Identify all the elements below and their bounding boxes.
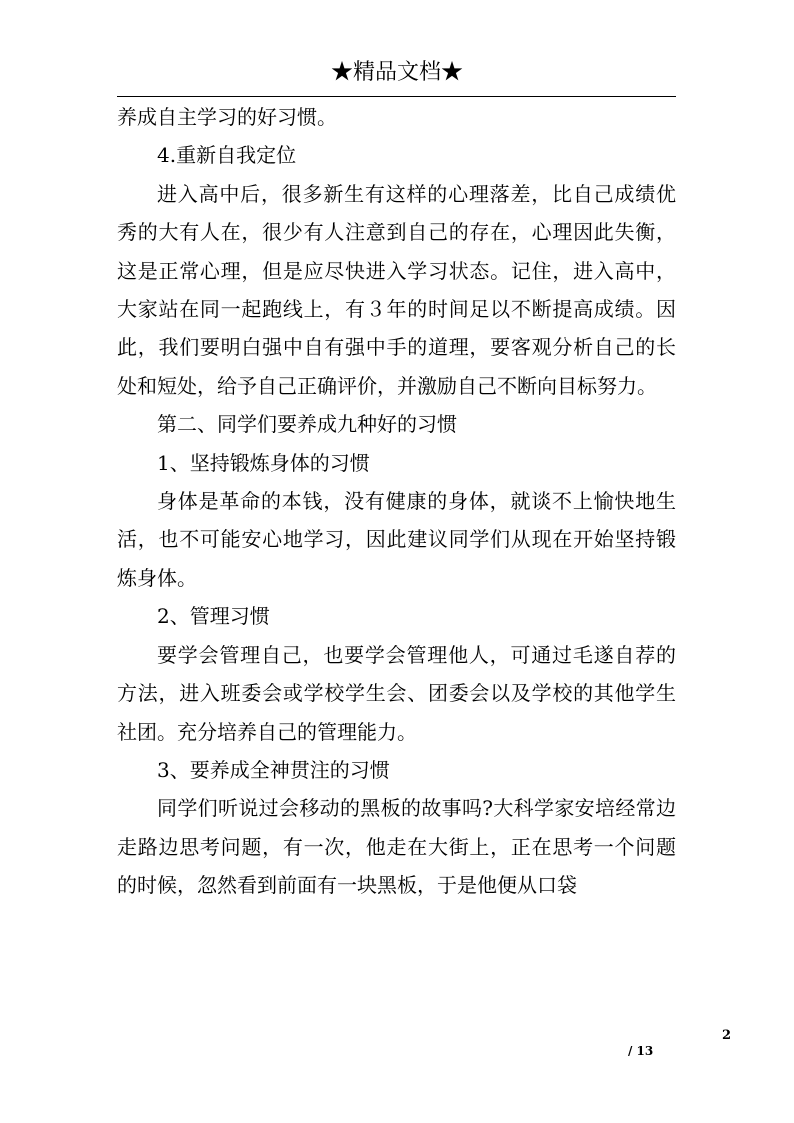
document-body — [117, 98, 676, 905]
section-heading: 第二、同学们要养成九种好的习惯 — [157, 412, 457, 437]
section-heading: 3、要养成全神贯注的习惯 — [157, 757, 390, 782]
page-number: 2 — [722, 1028, 732, 1043]
paragraph: 要学会管理自己，也要学会管理他人，可通过毛遂自荐的方法，进入班委会或学校学生会、团委会以及学校的其他学生社团。充分培养自己的管理能力。 — [117, 642, 676, 744]
header-divider — [117, 96, 676, 97]
paragraph: 同学们听说过会移动的黑板的故事吗?大科学家安培经常边走路边思考问题，有一次，他走在大街上，正在思考一个问题的时候，忽然看到前面有一块黑板，于是他便从口袋 — [117, 796, 676, 898]
document-header-title: ★精品文档★ — [330, 60, 463, 85]
section-heading: 2、管理习惯 — [157, 604, 270, 629]
page-total: / 13 — [628, 1044, 654, 1058]
paragraph: 身体是革命的本钱，没有健康的身体，就谈不上愉快地生活，也不可能安心地学习，因此建议同学们从现在开始坚持锻炼身体。 — [117, 489, 676, 590]
section-heading: 4.重新自我定位 — [157, 143, 297, 168]
paragraph: 进入高中后，很多新生有这样的心理落差，比自己成绩优秀的大有人在，很少有人注意到自己的存在，心理因此失衡，这是正常心理，但是应尽快进入学习状态。记住，进入高中，大家站在同一起跑线上，有３年的时间足以不断提高成绩。因此，我们要明白强中自有强中手的道理，要客观分析自己的长处和短处，给予自己正确评价，并激励自己不断向目标努力。 — [117, 181, 676, 398]
paragraph: 养成自主学习的好习惯。 — [117, 105, 337, 129]
section-heading: 1、坚持锻炼身体的习惯 — [157, 450, 370, 475]
